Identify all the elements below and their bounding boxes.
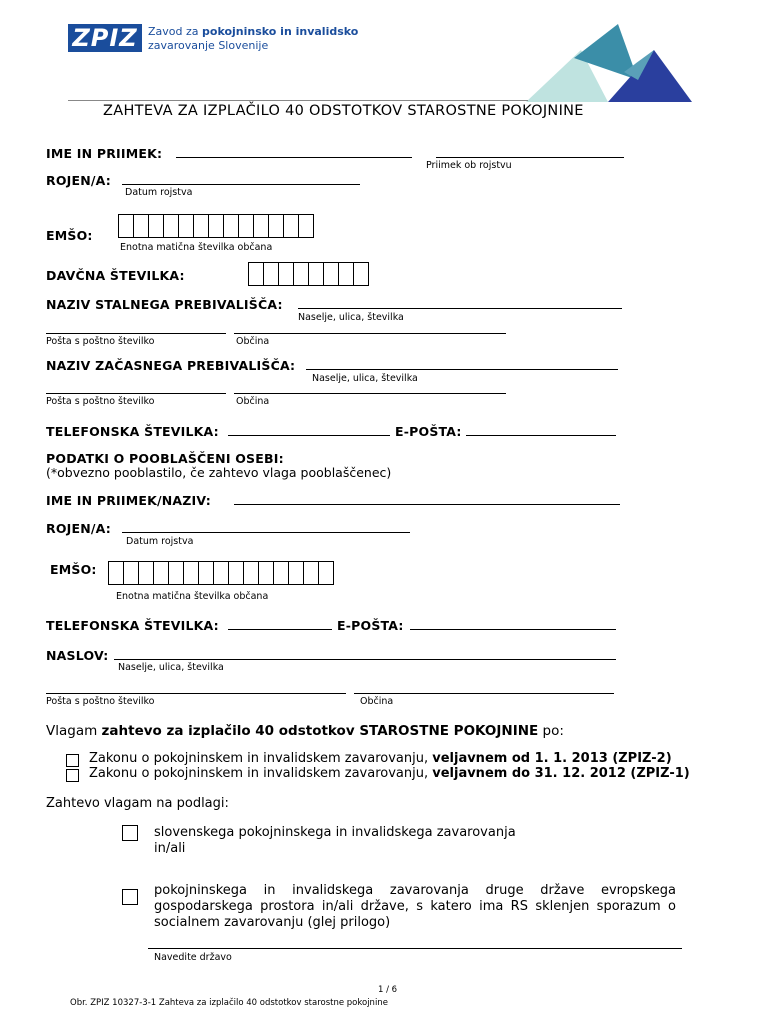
proxy-post-field[interactable]	[46, 693, 346, 694]
proxy-name-label: IME IN PRIIMEK/NAZIV:	[46, 493, 211, 508]
foreign-insurance-checkbox[interactable]	[122, 889, 138, 905]
proxy-emso-label: EMŠO:	[50, 562, 97, 577]
temporary-municipality-hint: Občina	[236, 396, 270, 407]
foreign-insurance-line2: gospodarskega prostora in/ali države, s katero ima RS sklenjen sporazum o	[154, 899, 676, 914]
email-label: E-POŠTA:	[395, 424, 462, 439]
proxy-birth-date-hint: Datum rojstva	[126, 536, 194, 547]
emso-boxes[interactable]	[118, 214, 314, 238]
proxy-address-field[interactable]	[114, 659, 616, 660]
name-field[interactable]	[176, 157, 412, 158]
proxy-name-field[interactable]	[234, 504, 620, 505]
proxy-phone-field[interactable]	[228, 629, 332, 630]
temporary-municipality-field[interactable]	[234, 393, 506, 394]
birth-date-hint: Datum rojstva	[125, 187, 193, 198]
slovenian-insurance-checkbox[interactable]	[122, 825, 138, 841]
decorative-triangles	[526, 20, 696, 104]
proxy-born-label: ROJEN/A:	[46, 521, 111, 536]
maiden-name-hint: Priimek ob rojstvu	[426, 160, 512, 171]
header-rule	[68, 100, 528, 101]
slovenian-insurance-line1: slovenskega pokojninskega in invalidskega zavarovanja	[154, 825, 516, 840]
proxy-address-label: NASLOV:	[46, 648, 109, 663]
proxy-note: (*obvezno pooblastilo, če zahtevo vlaga pooblaščenec)	[46, 465, 392, 480]
permanent-residence-label: NAZIV STALNEGA PREBIVALIŠČA:	[46, 297, 283, 312]
proxy-phone-label: TELEFONSKA ŠTEVILKA:	[46, 618, 219, 633]
foreign-insurance-line3: socialnem zavarovanju (glej prilogo)	[154, 915, 391, 930]
phone-field[interactable]	[228, 435, 390, 436]
maiden-name-field[interactable]	[436, 157, 624, 158]
slovenian-insurance-line2: in/ali	[154, 841, 186, 856]
tax-number-boxes[interactable]	[248, 262, 369, 286]
born-label: ROJEN/A:	[46, 173, 111, 188]
proxy-emso-boxes[interactable]	[108, 561, 334, 585]
form-identifier: Obr. ZPIZ 10327-3-1 Zahteva za izplačilo 40 odstotkov starostne pokojnine	[70, 998, 388, 1008]
tax-number-label: DAVČNA ŠTEVILKA:	[46, 268, 185, 283]
page-number: 1 / 6	[378, 985, 398, 995]
logo-line1: Zavod za pokojninsko in invalidsko	[148, 25, 359, 38]
proxy-birth-date-field[interactable]	[122, 532, 410, 533]
birth-date-field[interactable]	[122, 184, 360, 185]
foreign-insurance-line1: pokojninskega in invalidskega zavarovanja druge države evropskega	[154, 883, 676, 898]
proxy-email-field[interactable]	[410, 629, 616, 630]
basis-label: Zahtevo vlagam na podlagi:	[46, 796, 229, 811]
proxy-municipality-hint: Občina	[360, 696, 394, 707]
temporary-residence-hint: Naselje, ulica, številka	[312, 373, 418, 384]
permanent-post-field[interactable]	[46, 333, 226, 334]
logo-line2: zavarovanje Slovenije	[148, 39, 269, 52]
proxy-post-hint: Pošta s poštno številko	[46, 696, 155, 707]
emso-hint: Enotna matična številka občana	[120, 242, 273, 253]
permanent-municipality-field[interactable]	[234, 333, 506, 334]
temporary-post-field[interactable]	[46, 393, 226, 394]
zpiz1-checkbox[interactable]	[66, 769, 79, 782]
emso-label: EMŠO:	[46, 228, 93, 243]
request-statement: Vlagam zahtevo za izplačilo 40 odstotkov STAROSTNE POKOJNINE po:	[46, 723, 564, 739]
permanent-municipality-hint: Občina	[236, 336, 270, 347]
form-title: ZAHTEVA ZA IZPLAČILO 40 ODSTOTKOV STAROSTNE POKOJNINE	[103, 103, 584, 119]
country-hint: Navedite državo	[154, 952, 232, 963]
temporary-residence-label: NAZIV ZAČASNEGA PREBIVALIŠČA:	[46, 358, 296, 373]
email-field[interactable]	[466, 435, 616, 436]
zpiz2-option-label: Zakonu o pokojninskem in invalidskem zavarovanju, veljavnem od 1. 1. 2013 (ZPIZ-2)	[89, 751, 672, 766]
name-label: IME IN PRIIMEK:	[46, 146, 163, 161]
logo-mark: ZPIZ	[72, 24, 138, 52]
proxy-emso-hint: Enotna matična številka občana	[116, 591, 269, 602]
temporary-post-hint: Pošta s poštno številko	[46, 396, 155, 407]
country-field[interactable]	[148, 948, 682, 949]
temporary-residence-field[interactable]	[306, 369, 618, 370]
zpiz1-option-label: Zakonu o pokojninskem in invalidskem zavarovanju, veljavnem do 31. 12. 2012 (ZPIZ-1)	[89, 766, 690, 781]
permanent-residence-hint: Naselje, ulica, številka	[298, 312, 404, 323]
proxy-municipality-field[interactable]	[354, 693, 614, 694]
proxy-address-hint: Naselje, ulica, številka	[118, 662, 224, 673]
proxy-email-label: E-POŠTA:	[337, 618, 404, 633]
permanent-post-hint: Pošta s poštno številko	[46, 336, 155, 347]
zpiz2-checkbox[interactable]	[66, 754, 79, 767]
permanent-residence-field[interactable]	[298, 308, 622, 309]
proxy-heading: PODATKI O POOBLAŠČENI OSEBI:	[46, 451, 284, 466]
phone-label: TELEFONSKA ŠTEVILKA:	[46, 424, 219, 439]
